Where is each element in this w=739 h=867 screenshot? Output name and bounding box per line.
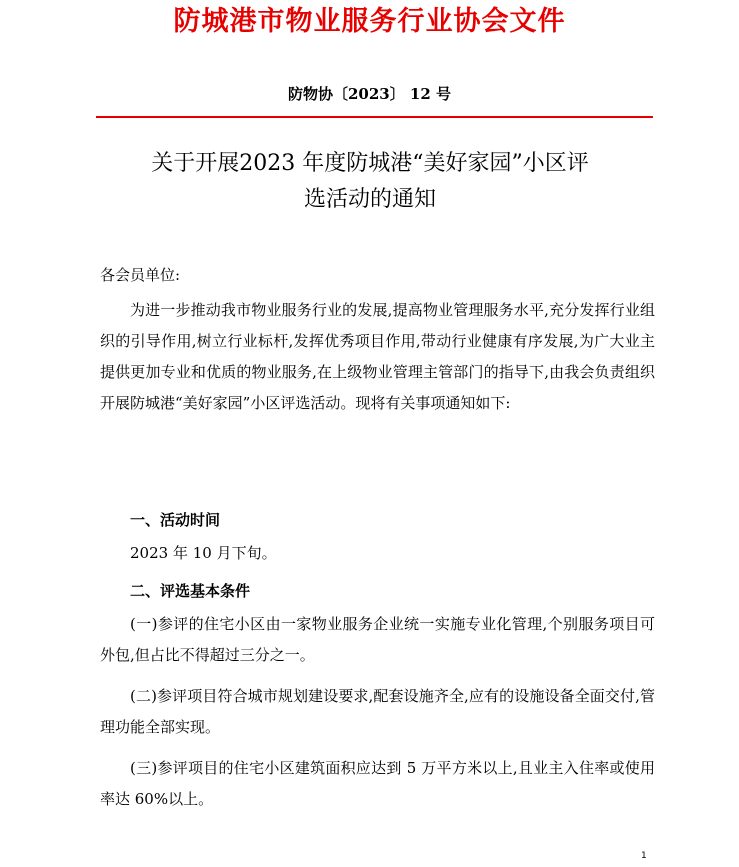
section-heading-criteria: 二、评选基本条件 [130,582,251,600]
header-divider [96,116,653,118]
criteria-item: (二)参评项目符合城市规划建设要求,配套设施齐全,应有的设施设备全面交付,管理功能全部实现。 [100,687,655,736]
page-number: 1 [641,851,647,861]
salutation: 各会员单位: [100,266,181,284]
notice-title-line1: 关于开展2023 年度防城港“美好家园”小区评 [151,151,589,176]
notice-title-line2: 选活动的通知 [303,187,436,212]
section-heading-activity-time: 一、活动时间 [130,511,221,529]
criteria-item: (三)参评项目的住宅小区建筑面积应达到 5 万平方米以上,且业主入住率或使用率达 60%以上。 [100,759,655,808]
org-document-header: 防城港市物业服务行业协会文件 [173,6,566,37]
notice-title [80,146,660,218]
document-number: 防物协〔2023〕 12 号 [287,85,452,103]
intro-paragraph: 为进一步推动我市物业服务行业的发展,提高物业管理服务水平,充分发挥行业组织的引导作用,树立行业标杆,发挥优秀项目作用,带动行业健康有序发展,为广大业主提供更加专业和优质的物业服务,在上级物业管理主管部门的指导下,由我会负责组织开展防城港“美好家园”小区评选活动。现将有关事项通知如下: [100,301,655,412]
activity-time-text: 2023 年 10 月下旬。 [130,544,277,562]
criteria-item: (一)参评的住宅小区由一家物业服务企业统一实施专业化管理,个别服务项目可外包,但占比不得超过三分之一。 [100,615,655,664]
